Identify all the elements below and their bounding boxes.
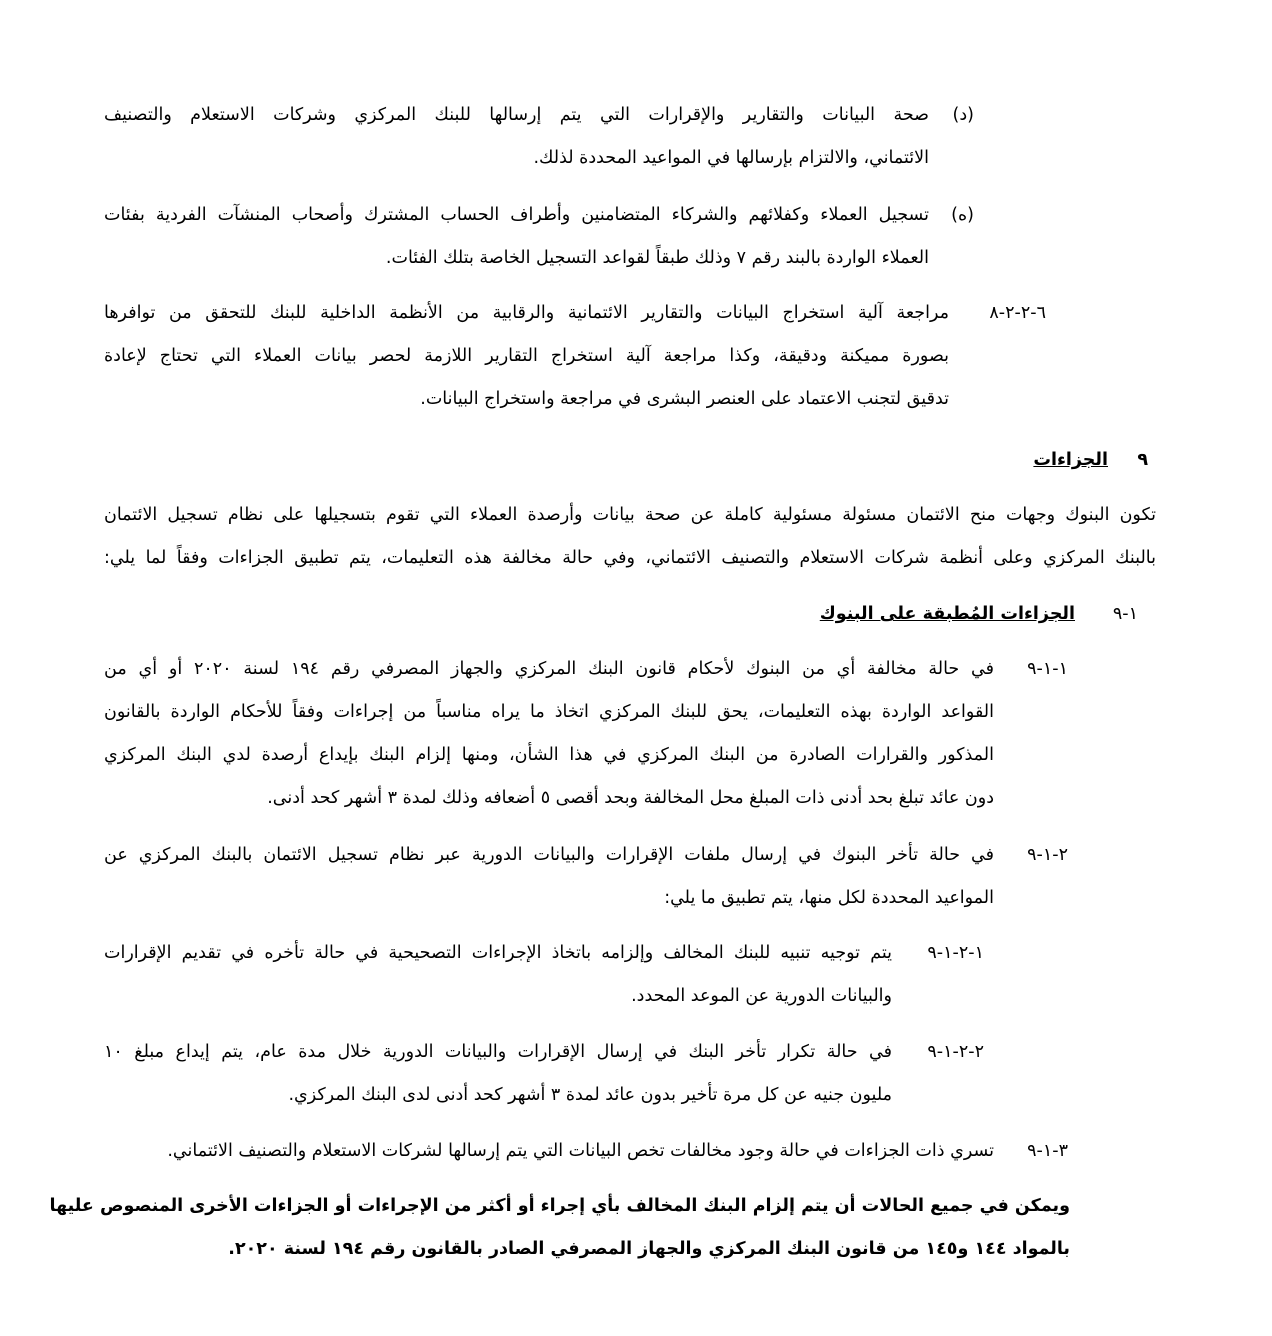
text-line: القواعد الواردة بهذه التعليمات، يحق للبنك المركزي اتخاذ ما يراه مناسباً من إجراءات وفقاً للأحكام الواردة بالقانون — [104, 702, 994, 722]
section-9-1-title: الجزاءات المُطبقة على البنوك — [819, 604, 1075, 624]
text-line: يتم توجيه تنبيه للبنك المخالف وإلزامه باتخاذ الإجراءات التصحيحية في حالة تأخره في تقديم الإقرارات — [104, 943, 892, 963]
item-h-text — [104, 192, 929, 284]
text-line: الائتماني، والالتزام بإرسالها في المواعيد المحددة لذلك. — [533, 148, 929, 168]
closing-paragraph — [49, 1183, 1070, 1275]
section-number-9-1-2-1: ١-٢-١-٩ — [927, 943, 984, 963]
section-number-9-1-1: ١-١-٩ — [1027, 659, 1068, 679]
section-9-1-2-1-text — [104, 930, 892, 1022]
section-9-title: الجزاءات — [1033, 450, 1108, 470]
text-line: مليون جنيه عن كل مرة تأخير بدون عائد لمدة ٣ أشهر كحد أدنى لدى البنك المركزي. — [288, 1085, 892, 1105]
text-line: بالبنك المركزي وعلى أنظمة شركات الاستعلام والتصنيف الائتماني، وفي حالة مخالفة هذه التعليمات، يتم تطبيق الجزاءات وفقاً لما يلي: — [104, 548, 1156, 568]
text-line: تدقيق لتجنب الاعتماد على العنصر البشرى في مراجعة واستخراج البيانات. — [420, 389, 949, 409]
text-line: بالمواد ١٤٤ و١٤٥ من قانون البنك المركزي والجهاز المصرفي الصادر بالقانون رقم ١٩٤ لسنة ٢٠٢٠. — [228, 1239, 1070, 1259]
section-9-number: ٩ — [1137, 450, 1148, 470]
section-8-2-2-6-text — [104, 290, 949, 425]
item-marker-h: (ه) — [951, 205, 974, 225]
text-line: المذكور والقرارات الصادرة من البنك المركزي في هذا الشأن، ومنها إلزام البنك بإيداع أرصدة لدي البنك المركزي — [104, 745, 994, 765]
text-line: تكون البنوك وجهات منح الائتمان مسئولة مسئولية كاملة عن صحة بيانات وأرصدة العملاء التي تقوم بتسجيلها على نظام تسجيل الائتمان — [104, 505, 1156, 525]
section-number-8-2-2-6: ٦-٢-٢-٨ — [989, 303, 1046, 323]
text-line: ويمكن في جميع الحالات أن يتم إلزام البنك المخالف بأي إجراء أو أكثر من الإجراءات أو الجزاءات الأخرى المنصوص عليها — [49, 1196, 1070, 1216]
section-9-1-number: ١-٩ — [1112, 604, 1138, 624]
text-line: دون عائد تبلغ بحد أدنى ذات المبلغ محل المخالفة وبحد أقصى ٥ أضعافه وذلك لمدة ٣ أشهر كحد أدنى. — [267, 788, 994, 808]
text-line: في حالة مخالفة أي من البنوك لأحكام قانون البنك المركزي والجهاز المصرفي رقم ١٩٤ لسنة ٢٠٢٠ أو أي من — [104, 659, 994, 679]
section-9-1-2-2-text — [104, 1029, 892, 1121]
text-line: والبيانات الدورية عن الموعد المحدد. — [631, 986, 892, 1006]
section-number-9-1-2-2: ٢-٢-١-٩ — [927, 1042, 984, 1062]
text-line: تسجيل العملاء وكفلائهم والشركاء المتضامنين وأطراف الحساب المشترك وأصحاب المنشآت الفردية بفئات — [104, 205, 929, 225]
text-line: صحة البيانات والتقارير والإقرارات التي يتم إرسالها للبنك المركزي وشركات الاستعلام والتصنيف — [104, 105, 929, 125]
section-9-1-3-text — [104, 1128, 994, 1174]
section-9-1-1-text — [104, 646, 994, 824]
text-line: العملاء الواردة بالبند رقم ٧ وذلك طبقاً لقواعد التسجيل الخاصة بتلك الفئات. — [385, 248, 929, 268]
item-d-text — [104, 92, 929, 184]
section-9-intro — [104, 492, 1156, 584]
section-9-1-2-text — [104, 832, 994, 924]
section-number-9-1-3: ٣-١-٩ — [1027, 1141, 1068, 1161]
text-line: تسري ذات الجزاءات في حالة وجود مخالفات تخص البيانات التي يتم إرسالها لشركات الاستعلام والتصنيف الائتماني. — [167, 1141, 994, 1161]
text-line: بصورة مميكنة ودقيقة، وكذا مراجعة آلية استخراج التقارير اللازمة لحصر بيانات العملاء التي تحتاج لإعادة — [104, 346, 949, 366]
section-number-9-1-2: ٢-١-٩ — [1027, 845, 1068, 865]
text-line: في حالة تأخر البنوك في إرسال ملفات الإقرارات والبيانات الدورية عبر نظام تسجيل الائتمان بالبنك المركزي عن — [104, 845, 994, 865]
text-line: المواعيد المحددة لكل منها، يتم تطبيق ما يلي: — [664, 888, 994, 908]
text-line: في حالة تكرار تأخر البنك في إرسال الإقرارات والبيانات الدورية خلال مدة عام، يتم إيداع مبلغ ١٠ — [104, 1042, 892, 1062]
text-line: مراجعة آلية استخراج البيانات والتقارير الائتمانية والرقابية من الأنظمة الداخلية للبنك للتحقق من توافرها — [104, 303, 949, 323]
item-marker-d: (د) — [952, 105, 974, 125]
